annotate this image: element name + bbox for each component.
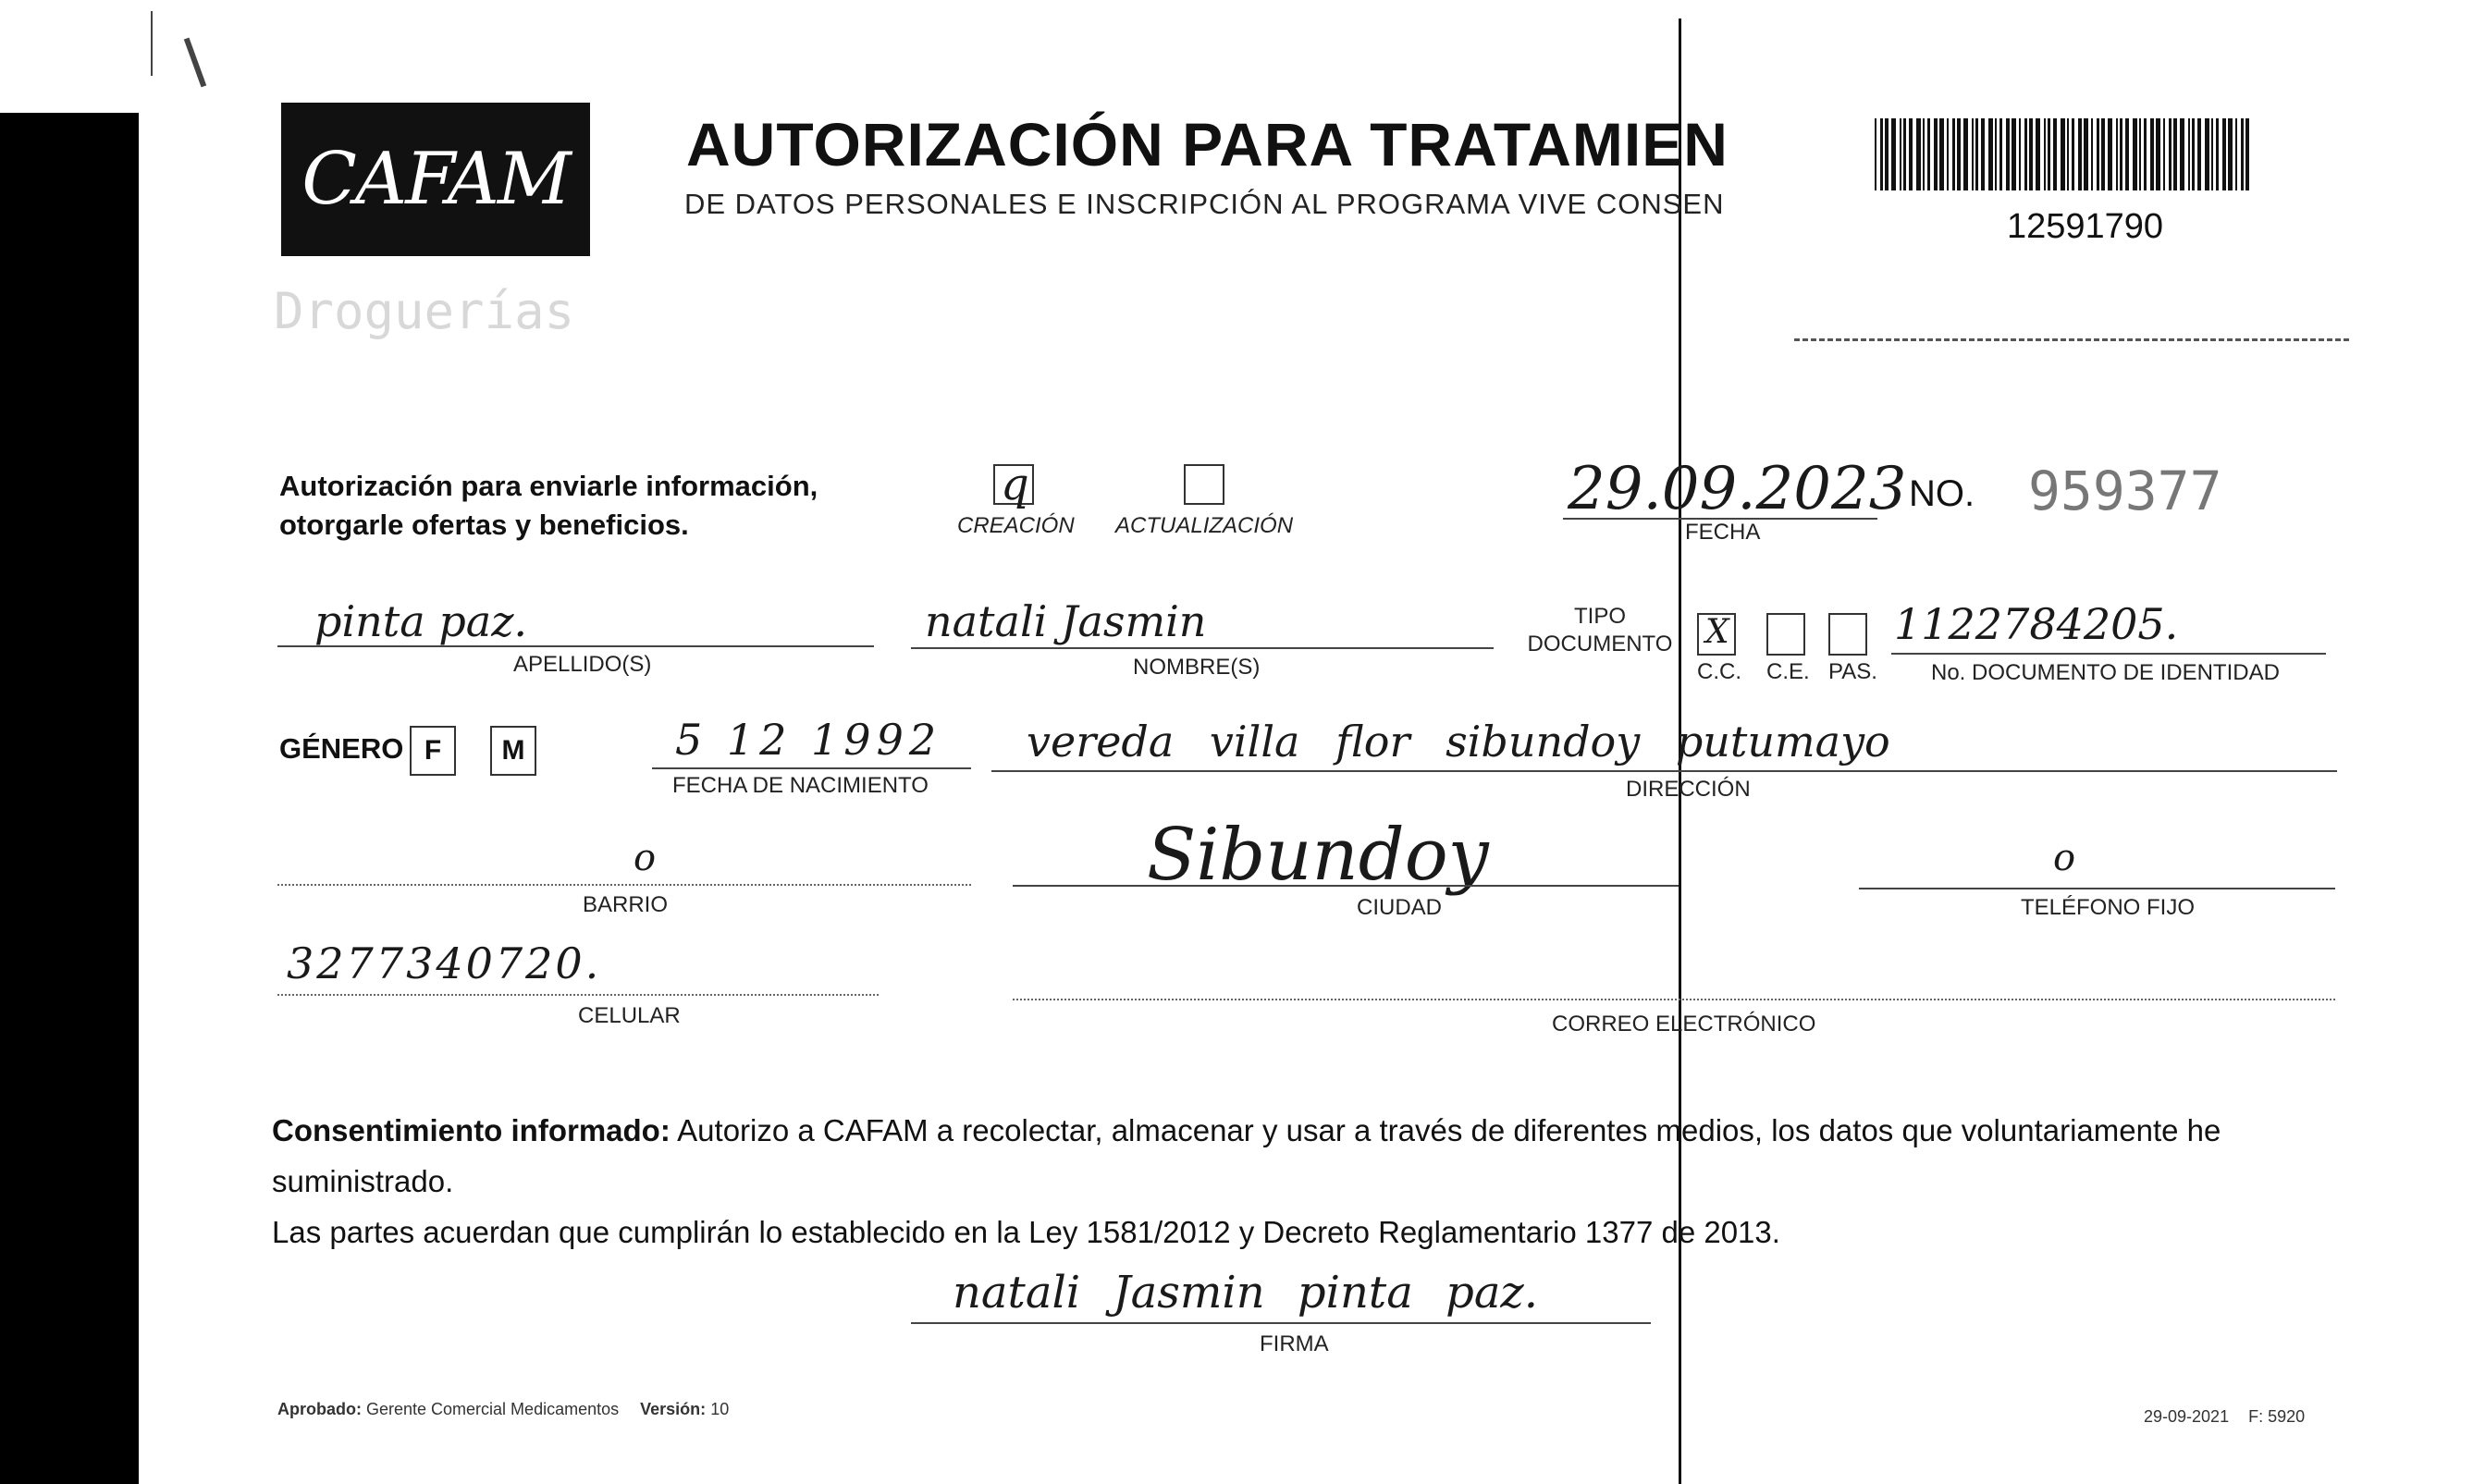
authorization-line-1: Autorización para enviarle información, <box>279 470 818 502</box>
barcode-bar <box>1975 118 1978 190</box>
barcode-bar <box>1885 118 1889 190</box>
cafam-logo <box>281 103 590 256</box>
footer-approval <box>277 1400 729 1419</box>
barcode-bar <box>1957 118 1961 190</box>
creacion-label: CREACIÓN <box>957 513 1075 538</box>
barcode-bar <box>2197 118 2201 190</box>
page-subtitle: DE DATOS PERSONALES E INSCRIPCIÓN AL PROGRAMA VIVE CONSEN <box>684 188 1725 220</box>
telefono-value: o <box>2053 837 2076 879</box>
barcode-bar <box>1891 118 1896 190</box>
sub-brand: Droguerías <box>274 282 575 340</box>
signature-value: natali Jasmin pinta paz. <box>953 1267 1538 1318</box>
actualizacion-label: ACTUALIZACIÓN <box>1115 513 1294 538</box>
barcode-bar <box>2067 118 2069 190</box>
genero-m-text: M <box>501 735 525 766</box>
ciudad-value: Sibundoy <box>1147 814 1489 897</box>
cc-checkbox[interactable] <box>1697 613 1736 656</box>
fecha-value: 29.09.2023 <box>1568 455 1907 523</box>
no-label: NO. <box>1909 473 1975 514</box>
barcode-bar <box>1995 118 1997 190</box>
tipo-documento-label: TIPO DOCUMENTO <box>1527 604 1673 656</box>
barcode-bar <box>2216 118 2219 190</box>
barcode-bar <box>2012 118 2016 190</box>
consent-paragraph <box>272 1105 2344 1257</box>
apellidos-label: APELLIDO(S) <box>513 652 652 677</box>
direccion-line <box>991 770 2337 772</box>
barcode-bar <box>2084 118 2088 190</box>
barcode-bar <box>2061 118 2065 190</box>
barcode-bar <box>2228 118 2233 190</box>
barcode-bar <box>2072 118 2074 190</box>
barcode-bar <box>2245 118 2249 190</box>
authorization-line-2: otorgarle ofertas y beneficios. <box>279 509 689 541</box>
nombres-value: natali Jasmin <box>925 596 1207 646</box>
aprobado-value: Gerente Comercial Medicamentos <box>366 1400 620 1418</box>
fecha-nacimiento-value: 5 12 1992 <box>675 715 942 765</box>
documento-value: 1122784205. <box>1894 599 2179 649</box>
barcode-bar <box>2222 118 2226 190</box>
barcode-number: 12591790 <box>2007 207 2164 246</box>
celular-value: 3277340720. <box>287 938 602 988</box>
direccion-value: vereda villa flor sibundoy putumayo <box>1027 717 1890 767</box>
barcode-icon <box>1875 118 2254 190</box>
barcode-bar <box>1939 118 1944 190</box>
barcode-bar <box>2024 118 2027 190</box>
footer-codes <box>2144 1407 2305 1427</box>
barcode-bar <box>2116 118 2118 190</box>
ce-label: C.E. <box>1766 659 1810 684</box>
cc-mark: X <box>1705 613 1729 651</box>
barcode-bar <box>1999 118 2002 190</box>
barcode-bar <box>2144 118 2147 190</box>
creacion-checkbox[interactable] <box>993 459 1034 510</box>
barcode-bar <box>2120 118 2122 190</box>
barcode-bar <box>2139 118 2141 190</box>
logo-text: CAFAM <box>301 138 570 221</box>
nombres-line <box>911 647 1494 649</box>
no-value: 959377 <box>2028 460 2222 522</box>
celular-line <box>277 994 879 996</box>
consent-text-1: Autorizo a CAFAM a recolectar, almacenar y usar a través de diferentes medios, los datos que voluntariamente he suministrado. <box>272 1113 2221 1198</box>
barrio-label: BARRIO <box>583 892 669 917</box>
barcode-bar <box>2133 118 2137 190</box>
barcode-bar <box>1927 118 1930 190</box>
barcode-bar <box>2019 118 2021 190</box>
pas-checkbox[interactable] <box>1828 613 1867 656</box>
aprobado-label: Aprobado: <box>277 1400 362 1418</box>
page-title: AUTORIZACIÓN PARA TRATAMIEN <box>686 110 1729 178</box>
fecha-label: FECHA <box>1685 520 1761 545</box>
dashed-divider <box>1794 338 2349 341</box>
barcode-bar <box>2163 118 2165 190</box>
barcode-bar <box>2125 118 2129 190</box>
barcode-bar <box>2108 118 2112 190</box>
barcode-bar <box>1923 118 1925 190</box>
ciudad-label: CIUDAD <box>1357 895 1443 920</box>
apellidos-value: pinta paz. <box>314 596 528 646</box>
apellidos-line <box>277 645 874 647</box>
documento-label: No. DOCUMENTO DE IDENTIDAD <box>1931 660 2280 685</box>
barcode-bar <box>1947 118 1949 190</box>
consent-lead: Consentimiento informado: <box>272 1113 671 1147</box>
barrio-value: o <box>634 837 657 879</box>
barcode-bar <box>2029 118 2033 190</box>
signature-label: FIRMA <box>1260 1331 1329 1356</box>
barcode-bar <box>2150 118 2154 190</box>
consent-line-1 <box>272 1105 2344 1207</box>
barcode-bar <box>2036 118 2040 190</box>
ciudad-line <box>1013 885 1679 887</box>
consent-line-2: Las partes acuerdan que cumplirán lo establecido en la Ley 1581/2012 y Decreto Reglamentario 1377 de 2013. <box>272 1215 1780 1249</box>
fecha-nacimiento-label: FECHA DE NACIMIENTO <box>672 773 929 798</box>
barcode-bar <box>1988 118 1993 190</box>
barcode-bar <box>2101 118 2105 190</box>
ce-checkbox[interactable] <box>1766 613 1805 656</box>
genero-label: GÉNERO <box>279 732 404 765</box>
actualizacion-checkbox[interactable] <box>1184 464 1224 505</box>
date-code: 29-09-2021 <box>2144 1407 2230 1426</box>
version-label: Versión: <box>640 1400 707 1418</box>
barcode-bar <box>2006 118 2010 190</box>
barcode-bar <box>2205 118 2209 190</box>
barcode-bar <box>1875 118 1876 190</box>
scan-mark <box>184 38 206 88</box>
authorization-heading <box>279 467 818 545</box>
correo-line <box>1013 999 2335 1000</box>
barcode-bar <box>2192 118 2195 190</box>
barcode-bar <box>2188 118 2190 190</box>
barcode-bar <box>2173 118 2177 190</box>
signature-line <box>911 1322 1651 1324</box>
barcode-bar <box>2156 118 2160 190</box>
barcode-bar <box>1963 118 1968 190</box>
genero-f-text: F <box>424 735 442 766</box>
barcode-bar <box>2211 118 2213 190</box>
barcode-bar <box>2044 118 2046 190</box>
celular-label: CELULAR <box>578 1003 681 1028</box>
barcode-bar <box>1981 118 1985 190</box>
barcode-bar <box>2180 118 2184 190</box>
barcode-bar <box>2241 118 2244 190</box>
genero-f-checkbox[interactable] <box>410 726 456 776</box>
fecha-nacimiento-line <box>652 767 971 769</box>
nombres-label: NOMBRE(S) <box>1133 655 1261 680</box>
barcode-bar <box>1952 118 1955 190</box>
creacion-mark: q <box>1001 459 1029 510</box>
barcode-bar <box>1903 118 1906 190</box>
barcode-bar <box>1934 118 1938 190</box>
direccion-label: DIRECCIÓN <box>1626 777 1751 802</box>
genero-m-checkbox[interactable] <box>490 726 536 776</box>
correo-label: CORREO ELECTRÓNICO <box>1552 1012 1816 1036</box>
barcode-bar <box>1909 118 1913 190</box>
barcode-bar <box>2235 118 2237 190</box>
pas-label: PAS. <box>1828 659 1877 684</box>
telefono-line <box>1859 888 2335 889</box>
barcode-bar <box>2078 118 2082 190</box>
barrio-line <box>277 884 971 886</box>
barcode-bar <box>2091 118 2093 190</box>
telefono-label: TELÉFONO FIJO <box>2021 895 2196 920</box>
scan-mark <box>151 11 153 76</box>
barcode-bar <box>1972 118 1974 190</box>
barcode-bar <box>2169 118 2172 190</box>
scan-left-border <box>0 113 139 1484</box>
barcode-bar <box>1880 118 1883 190</box>
cc-label: C.C. <box>1697 659 1741 684</box>
barcode-bar <box>1900 118 1901 190</box>
documento-line <box>1891 653 2326 655</box>
version-value: 10 <box>710 1400 730 1418</box>
barcode-bar <box>2053 118 2057 190</box>
f-code: F: 5920 <box>2248 1407 2306 1426</box>
barcode-bar <box>2097 118 2099 190</box>
barcode-bar <box>1916 118 1921 190</box>
barcode-bar <box>2048 118 2050 190</box>
